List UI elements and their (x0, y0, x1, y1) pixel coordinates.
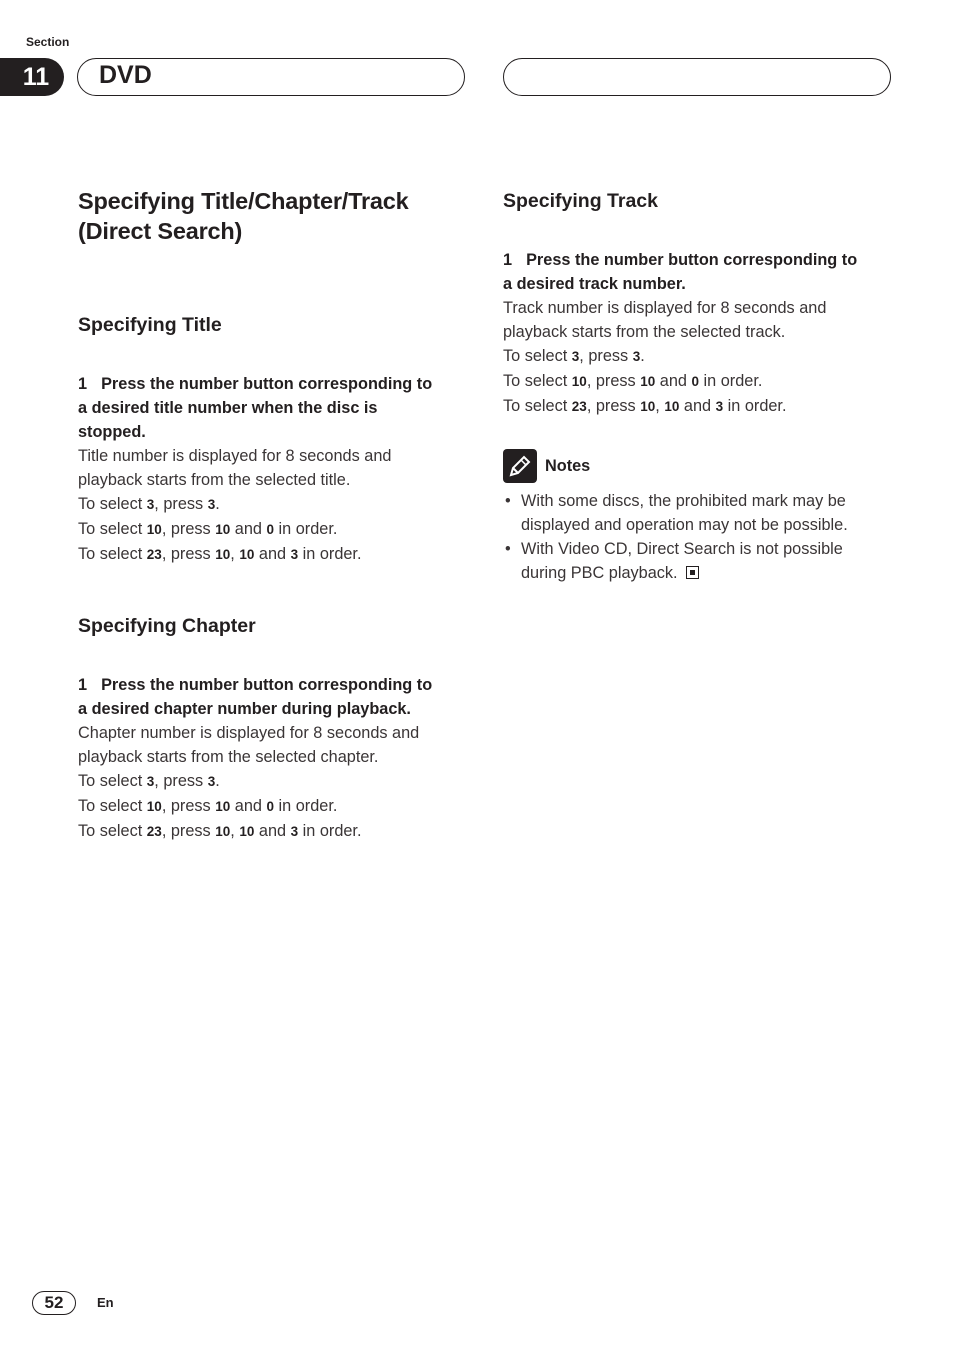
track-example-10: To select 10, press 10 and 0 in order. (503, 372, 763, 390)
track-desc-line2: playback starts from the selected track. (503, 323, 786, 341)
track-step-line1: Press the number button corresponding to (526, 251, 858, 269)
title-section-heading: Specifying Title (78, 314, 222, 336)
note-1-line1: With some discs, the prohibited mark may be (521, 492, 846, 510)
language-label: En (97, 1295, 114, 1310)
section-label: Section (26, 35, 70, 49)
header-empty-box (503, 58, 891, 96)
section-number-badge: 11 (0, 58, 64, 96)
chapter-step-line2: a desired chapter number during playback. (78, 700, 411, 718)
title-desc-line2: playback starts from the selected title. (78, 471, 351, 489)
title-step-line2: a desired title number when the disc is (78, 399, 378, 417)
notes-header (503, 449, 895, 483)
chapter-desc-line2: playback starts from the selected chapter. (78, 748, 379, 766)
note-item: • With some discs, the prohibited mark may be displayed and operation may not be possible. (503, 489, 895, 537)
title-example-23: To select 23, press 10, 10 and 3 in order. (78, 545, 362, 563)
right-column (503, 186, 895, 585)
track-step-line2: a desired track number. (503, 275, 686, 293)
end-of-section-icon (686, 566, 699, 579)
title-example-3: To select 3, press 3. (78, 495, 220, 513)
pencil-note-icon (503, 449, 537, 483)
chapter-step-line1: Press the number button corresponding to (101, 676, 433, 694)
chapter-step (78, 673, 470, 721)
title-step-number: 1 (78, 375, 88, 393)
note-2-line1: With Video CD, Direct Search is not possible (521, 540, 843, 558)
page-title-line1: Specifying Title/Chapter/Track (78, 188, 409, 214)
title-desc-line1: Title number is displayed for 8 seconds and (78, 447, 392, 465)
title-step-line3: stopped. (78, 423, 146, 441)
title-step-line1: Press the number button corresponding to (101, 375, 433, 393)
page-number: 52 (32, 1291, 76, 1315)
note-item: • With Video CD, Direct Search is not possible during PBC playback. (503, 537, 895, 585)
notes-title: Notes (545, 456, 591, 475)
title-step (78, 372, 470, 444)
page-title-line2: (Direct Search) (78, 218, 243, 244)
chapter-section-heading: Specifying Chapter (78, 615, 256, 637)
track-section-heading: Specifying Track (503, 190, 658, 212)
chapter-desc-line1: Chapter number is displayed for 8 seconds and (78, 724, 420, 742)
title-example-10: To select 10, press 10 and 0 in order. (78, 520, 338, 538)
track-example-3: To select 3, press 3. (503, 347, 645, 365)
track-step-number: 1 (503, 251, 513, 269)
chapter-step-number: 1 (78, 676, 88, 694)
note-1-line2: displayed and operation may not be possible. (521, 516, 848, 534)
chapter-example-3: To select 3, press 3. (78, 772, 220, 790)
track-example-23: To select 23, press 10, 10 and 3 in order. (503, 397, 787, 415)
note-2-line2: during PBC playback. (521, 564, 678, 582)
chapter-example-10: To select 10, press 10 and 0 in order. (78, 797, 338, 815)
chapter-example-23: To select 23, press 10, 10 and 3 in order. (78, 822, 362, 840)
page-title (78, 186, 470, 246)
track-step (503, 248, 895, 296)
notes-list (503, 489, 895, 585)
chapter-title: DVD (99, 61, 152, 89)
track-desc-line1: Track number is displayed for 8 seconds and (503, 299, 827, 317)
left-column (78, 186, 470, 844)
